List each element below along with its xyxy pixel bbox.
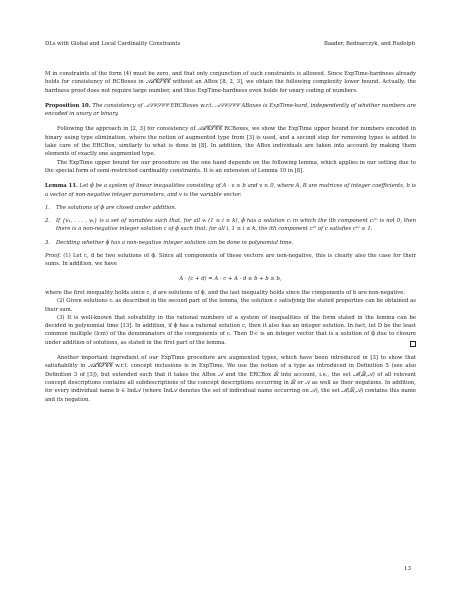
header-right: Baader, Bednarczyk, and Rudolph — [323, 41, 415, 47]
paragraph-augmented-types: Another important ingredient of our ExpTime procedure are augmented types, which have been introduced in [3] to show that satisfiability in 𝒜ℒ𝒞𝒮𝒞𝒞 w.r.t. concept inclusions is in ExpTime. We use the notion of a type as introduced in Definition 5 (see also Definition 3 of [3]), but extended such that it takes the ABox 𝒜 and the ERCBox ℛ into account, i.e., the set ℳ(ℛ,𝒜) of all relevant concept descriptions contains all subdescriptions of the concept descriptions occurring in ℛ or 𝒜 as well as their negations. In addition, for every individual name b ∈ Ind𝒜 (where Ind𝒜 denotes the set of individual name occurring on 𝒜), the set ℳ(ℛ,𝒜) contains this name and its negation. — [45, 355, 416, 403]
running-header — [45, 41, 415, 51]
proof-part-1: Proof. (1) Let c, d be two solutions of ϕ. Since all components of these vectors are non-negative, this is clearly also the case for their sums. In addition, we have — [45, 253, 416, 268]
proof-label: Proof. — [45, 253, 61, 260]
proposition-label: Proposition 10. — [45, 102, 91, 109]
header-left: DLs with Global and Local Cardinality Constraints — [45, 41, 181, 47]
lemma-item-1: 1. The solutions of ϕ are closed under addition. — [45, 204, 177, 211]
page-number: 13 — [404, 566, 411, 572]
equation: A · (c + d) = A · c + A · d ≥ b + b ≥ b, — [179, 275, 282, 282]
lemma-label: Lemma 11. — [45, 183, 78, 190]
proof-part-3: (3) It is well-known that solvability in the rational numbers of a system of inequalities of the form stated in the lemma can be decided in polynomial time [13]. In addition, if ϕ has a rational solution c, then it also has an integer solution. In fact, let D be the least common multiple (lcm) of the denominators of the components of c. Then D·c is an integer vector that is a solution of ϕ due to closure under addition of solutions, as stated in the first part of the lemma. — [45, 314, 416, 346]
page-body — [45, 70, 416, 404]
paragraph-upper-bound: The ExpTime upper bound for our procedure on the one hand depends on the following lemma, which applies in our setting due to the special form of semi-restricted cardinality constraints. It is an extension of Lemma 10 in [8]. — [45, 159, 416, 174]
lemma-text: Let ϕ be a system of linear inequalities consisting of A · v ≥ b and v ≥ 0, where A, B are matrices of integer coefficients, b is a vector of non-negative integer parameters, and v is the variable vector. — [45, 183, 417, 198]
qed-box — [410, 341, 416, 347]
lemma-item-2: 2. If {v₁, . . . , vₖ} is a set of variables such that, for all vᵢ (1 ≤ i ≤ k), ϕ has a solution cᵢ in which the ith component cᵢ⁽ⁱ⁾ is not 0, then there is a non-negative integer solution c of ϕ such that, for all i, 1 ≤ i ≤ k, the ith component c⁽ⁱ⁾ of c satisfies c⁽ⁱ⁾ ≥ 1. — [45, 218, 416, 233]
lemma-11 — [45, 182, 416, 199]
proof-part-2: (2) Given solutions cᵢ as described in the second part of the lemma, the solution c satisfying the stated properties can be obtained as their sum. — [45, 298, 416, 313]
paragraph-intro: M in constraints of the form (4) must be zero, and that only conjunction of such constraints is allowed. Since ExpTime-hardness already holds for consistency of RCBoxes in 𝒜ℒ𝒞𝒮𝒞𝒞 without an ABox [8, 2, 3], we obtain the following complexity lower bound. Actually, the hardness proof does not require large number, and thus ExpTime-hardness even holds for unary coding of numbers. — [45, 71, 416, 94]
proposition-text: The consistency of 𝒜ℒ𝒞𝒮𝒞𝒞 ERCBoxes w.r.t. 𝒜ℒ𝒞𝒮𝒞𝒞 ABoxes is ExpTime-hard, independently of whether numbers are encoded in unary or binary. — [45, 102, 417, 118]
proof-part-1b: where the first inequality holds since c, d are solutions of ϕ, and the last inequality holds since the components of b are non-negative. — [45, 289, 406, 296]
paragraph-approach: Following the approach in [2, 3] for consistency of 𝒜ℒ𝒞𝒮𝒞𝒞 RCBoxes, we show the ExpTime upper bound for numbers encoded in binary using type elimination, where the notion of augmented type from [3] is used, and a second step for removing types is added to take care of the ERCBox, similarly to what is done in [8]. In addition, the ABox individuals are taken into account by making them elements of exactly one augmented type. — [45, 126, 416, 158]
lemma-item-3: 3. Deciding whether ϕ has a non-negative integer solution can be done in polynomial time. — [45, 239, 294, 246]
proposition-10 — [45, 102, 416, 119]
